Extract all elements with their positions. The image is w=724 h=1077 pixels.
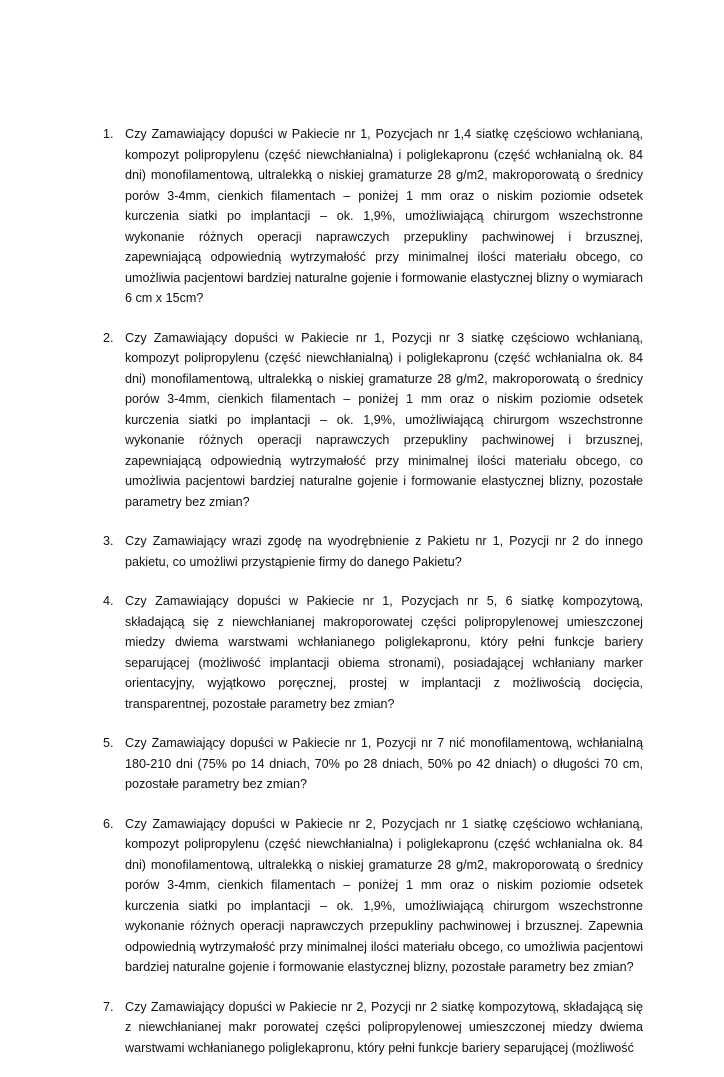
list-item: [103, 531, 643, 572]
list-item: [103, 997, 643, 1059]
question-list: [103, 124, 643, 1077]
item-text: Czy Zamawiający dopuści w Pakiecie nr 2, Pozycji nr 2 siatkę kompozytową, składającą się z niewchłanianej makr porowatej części polipropylenowej umieszczonej miedzy dwiema warstwami wchłanianego poliglekapronu, który pełni funkcje bariery separującej (możliwość: [125, 999, 643, 1055]
list-item: [103, 328, 643, 513]
list-item: [103, 124, 643, 309]
list-item: [103, 733, 643, 795]
list-item: [103, 591, 643, 714]
item-text: Czy Zamawiający dopuści w Pakiecie nr 2, Pozycjach nr 1 siatkę częściowo wchłanianą, kompozyt polipropylenu (część niewchłanialna) i poliglekapronu (część wchłanialna ok. 84 dni) monofilamentową, ultralekką o niskiej gramaturze 28 g/m2, makroporowatą o średnicy porów 3-4mm, cienkich filamentach – poniżej 1 mm oraz o niskim poziomie odsetek kurczenia siatki po implantacji – ok. 1,9%, umożliwiającą chirurgom wszechstronne wykonanie różnych operacji naprawczych przepukliny pachwinowej i brzusznej. Zapewnia odpowiednią wytrzymałość przy minimalnej ilości materiału obcego, co umożliwia pacjentowi bardziej naturalne gojenie i formowanie elastycznej blizny, pozostałe parametry bez zmian?: [125, 816, 643, 974]
item-number: 7.: [103, 999, 114, 1014]
item-number: 3.: [103, 534, 114, 548]
item-number: 4.: [103, 594, 114, 608]
item-number: 1.: [103, 127, 114, 141]
item-text: Czy Zamawiający dopuści w Pakiecie nr 1, Pozycjach nr 1,4 siatkę częściowo wchłanianą, kompozyt polipropylenu (część niewchłanialna) i poliglekapronu (część wchłanialną ok. 84 dni) monofilamentową, ultralekką o niskiej gramaturze 28 g/m2, makroporowatą o średnicy porów 3-4mm, cienkich filamentach – poniżej 1 mm oraz o niskim poziomie odsetek kurczenia siatki po implantacji – ok. 1,9%, umożliwiającą chirurgom wszechstronne wykonanie różnych operacji naprawczych przepukliny pachwinowej i brzusznej, zapewniającą odpowiednią wytrzymałość przy minimalnej ilości materiału obcego, co umożliwia pacjentowi bardziej naturalne gojenie i formowanie elastycznej blizny o wymiarach 6 cm x 15cm?: [125, 127, 643, 305]
list-item: [103, 814, 643, 978]
item-number: 5.: [103, 736, 114, 750]
item-text: Czy Zamawiający wrazi zgodę na wyodrębnienie z Pakietu nr 1, Pozycji nr 2 do innego pakietu, co umożliwi przystąpienie firmy do danego Pakietu?: [125, 534, 643, 569]
item-number: 6.: [103, 816, 114, 831]
item-text: Czy Zamawiający dopuści w Pakiecie nr 1, Pozycji nr 3 siatkę częściowo wchłanianą, kompozyt polipropylenu (część niewchłanialną) i poliglekapronu (część wchłanialna ok. 84 dni) monofilamentową, ultralekką o niskiej gramaturze 28 g/m2, makroporowatą o średnicy porów 3-4mm, cienkich filamentach – poniżej 1 mm oraz o niskim poziomie odsetek kurczenia siatki po implantacji – ok. 1,9%, umożliwiającą chirurgom wszechstronne wykonanie różnych operacji naprawczych przepukliny pachwinowej i brzusznej, zapewniającą odpowiednią wytrzymałość przy minimalnej ilości materiału obcego, co umożliwia pacjentowi bardziej naturalne gojenie i formowanie elastycznej blizny, pozostałe parametry bez zmian?: [125, 330, 643, 509]
item-text: Czy Zamawiający dopuści w Pakiecie nr 1, Pozycji nr 7 nić monofilamentową, wchłanialną 180-210 dni (75% po 14 dniach, 70% po 28 dniach, 50% po 42 dniach) o długości 70 cm, pozostałe parametry bez zmian?: [125, 736, 643, 791]
item-number: 2.: [103, 330, 114, 345]
item-text: Czy Zamawiający dopuści w Pakiecie nr 1, Pozycjach nr 5, 6 siatkę kompozytową, składającą się z niewchłanianej makroporowatej części polipropylenowej umieszczonej miedzy dwiema warstwami wchłanianego poliglekapronu, który pełni funkcje bariery separującej (możliwość implantacji obiema stronami), posiadającej wchłaniany marker orientacyjny, wyjątkowo poręcznej, prostej w implantacji z możliwością docięcia, transparentnej, pozostałe parametry bez zmian?: [125, 594, 643, 711]
